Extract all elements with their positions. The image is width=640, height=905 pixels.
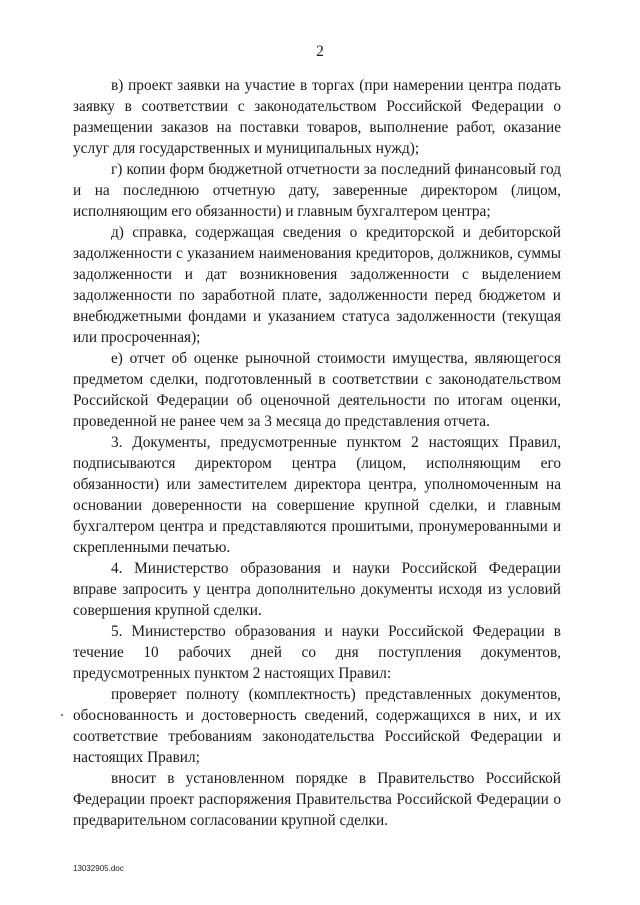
paragraph-e: е) отчет об оценке рыночной стоимости имущества, являющегося предметом сделки, подготовленный в соответствии с законодательством Российской Федерации об оценочной деятельности по итогам оценки, проведенной не ранее чем за 3 месяца до представления отчета. [73, 350, 561, 430]
paragraph-3: 3. Документы, предусмотренные пунктом 2 настоящих Правил, подписываются директором центра (лицом, исполняющим его обязанности) или заместителем директора центра, уполномоченным на основании доверенности на совершение крупной сделки, и главным бухгалтером центра и представляются прошитыми, пронумерованными и скрепленными печатью. [73, 434, 561, 556]
scan-speck [61, 714, 63, 716]
paragraph-g: г) копии форм бюджетной отчетности за последний финансовый год и на последнюю отчетную дату, заверенные директором (лицом, исполняющим его обязанности) и главным бухгалтером центра; [73, 161, 561, 220]
document-file-id: 13032905.doc [73, 864, 124, 873]
paragraph-5-check: проверяет полноту (комплектность) представленных документов, обоснованность и достоверность сведений, содержащихся в них, и их соответствие требованиям законодательства Российской Федерации и настоящих Правил; [73, 686, 561, 766]
paragraph-5: 5. Министерство образования и науки Российской Федерации в течение 10 рабочих дней со дня поступления документов, предусмотренных пунктом 2 настоящих Правил: [73, 623, 561, 682]
paragraph-4: 4. Министерство образования и науки Российской Федерации вправе запросить у центра дополнительно документы исходя из условий совершения крупной сделки. [73, 560, 561, 619]
paragraph-d: д) справка, содержащая сведения о кредиторской и дебиторской задолженности с указанием наименования кредиторов, должников, суммы задолженности и дат возникновения задолженности с выделением задолженности по заработной плате, задолженности перед бюджетом и внебюджетными фондами и указанием статуса задолженности (текущая или просроченная); [73, 224, 561, 346]
document-body [73, 75, 561, 831]
paragraph-5-submit: вносит в установленном порядке в Правительство Российской Федерации проект распоряжения Правительства Российской Федерации о предварительном согласовании крупной сделки. [73, 770, 561, 829]
page-number: 2 [316, 43, 324, 60]
paragraph-v: в) проект заявки на участие в торгах (при намерении центра подать заявку в соответствии с законодательством Российской Федерации о размещении заказов на поставки товаров, выполнение работ, оказание услуг для государственных и муниципальных нужд); [73, 77, 561, 157]
